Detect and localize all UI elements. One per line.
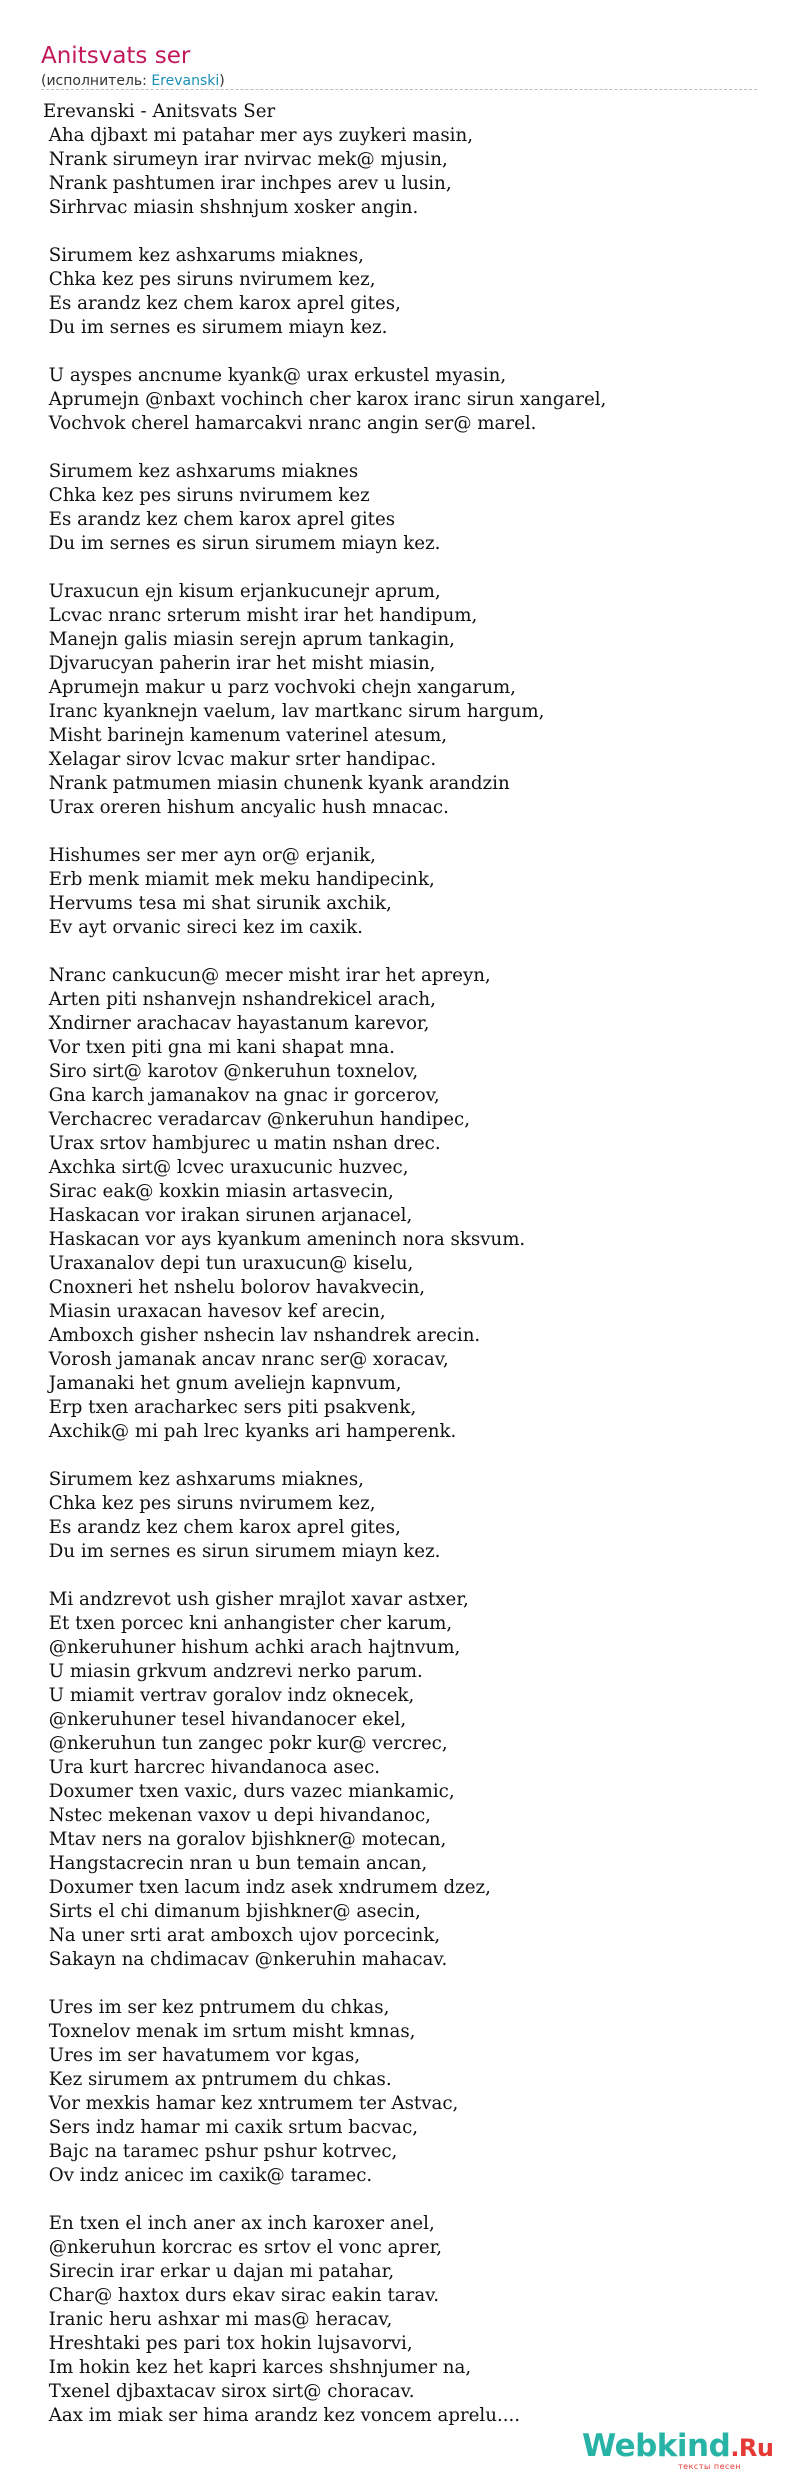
lyrics-line: Axchik@ mi pah lrec kyanks ari hamperenk. [43, 1421, 457, 1442]
lyrics-stanza-break [43, 820, 743, 844]
lyrics-line: Sakayn na chdimacav @nkeruhin mahacav. [43, 1949, 448, 1970]
lyrics-line: Ures im ser havatumem vor kgas, [43, 2045, 361, 2066]
lyrics-line: Haskacan vor irakan sirunen arjanacel, [43, 1205, 413, 1226]
lyrics-line: Xelagar sirov lcvac makur srter handipac. [43, 749, 437, 770]
lyrics-line: Mtav ners na goralov bjishkner@ motecan, [43, 1829, 447, 1850]
lyrics-line: Hreshtaki pes pari tox hokin lujsavorvi, [43, 2333, 413, 2354]
lyrics-line: Verchacrec veradarcav @nkeruhun handipec, [43, 1109, 471, 1130]
lyrics-line: @nkeruhun korcrac es srtov el vonc aprer, [43, 2237, 443, 2258]
lyrics-line: Vochvok cherel hamarcakvi nranc angin ser@ marel. [43, 413, 537, 434]
lyrics-line: Djvarucyan paherin irar het misht miasin, [43, 653, 436, 674]
lyrics-line: Nranc cankucun@ mecer misht irar het apreyn, [43, 965, 491, 986]
lyrics-line: Gna karch jamanakov na gnac ir gorcerov, [43, 1085, 440, 1106]
lyrics-line: Im hokin kez het kapri karces shshnjumer na, [43, 2357, 472, 2378]
lyrics-line: Doxumer txen lacum indz asek xndrumem dzez, [43, 1877, 491, 1898]
lyrics-line: Chka kez pes siruns nvirumem kez, [43, 1493, 376, 1514]
lyrics-line: Nrank pashtumen irar inchpes arev u lusin, [43, 173, 452, 194]
lyrics-line: Arten piti nshanvejn nshandrekicel arach, [43, 989, 436, 1010]
lyrics-line: Iranic heru ashxar mi mas@ heracav, [43, 2309, 393, 2330]
lyrics-line: @nkeruhuner tesel hivandanocer ekel, [43, 1709, 407, 1730]
logo-wordmark [582, 2429, 782, 2465]
lyrics-line: Nrank patmumen miasin chunenk kyank arandzin [43, 773, 510, 794]
lyrics-line: Erp txen aracharkec sers piti psakvenk, [43, 1397, 417, 1418]
lyrics-line: Chka kez pes siruns nvirumem kez [43, 485, 370, 506]
lyrics-line: Axchka sirt@ lcvec uraxucunic huzvec, [43, 1157, 409, 1178]
lyrics-line: Du im sernes es sirun sirumem miayn kez. [43, 1541, 441, 1562]
lyrics-line: Siro sirt@ karotov @nkeruhun toxnelov, [43, 1061, 419, 1082]
lyrics-line: Na uner srti arat amboxch ujov porcecink, [43, 1925, 441, 1946]
lyrics-line: Ures im ser kez pntrumem du chkas, [43, 1997, 390, 2018]
performer-line [41, 72, 757, 90]
webkind-logo[interactable] [582, 2429, 782, 2473]
lyrics-line: Ov indz anicec im caxik@ taramec. [43, 2165, 373, 2186]
lyrics-line: Manejn galis miasin serejn aprum tankagin, [43, 629, 455, 650]
lyrics-line: Uraxanalov depi tun uraxucun@ kiselu, [43, 1253, 414, 1274]
header-divider [41, 89, 757, 90]
lyrics-line: Erb menk miamit mek meku handipecink, [43, 869, 435, 890]
lyrics-line: Char@ haxtox durs ekav sirac eakin tarav. [43, 2285, 440, 2306]
logo-tagline: тексты песен [678, 2462, 742, 2471]
lyrics-line: Es arandz kez chem karox aprel gites [43, 509, 396, 530]
lyrics-line: Aprumejn makur u parz vochvoki chejn xangarum, [43, 677, 516, 698]
lyrics-line: Hangstacrecin nran u bun temain ancan, [43, 1853, 428, 1874]
lyrics-line: Du im sernes es sirun sirumem miayn kez. [43, 533, 441, 554]
lyrics-stanza-break [43, 1564, 743, 1588]
lyrics-line: Jamanaki het gnum aveliejn kapnvum, [43, 1373, 402, 1394]
lyrics-line: Aprumejn @nbaxt vochinch cher karox iranc sirun xangarel, [43, 389, 607, 410]
song-title: Anitsvats ser [41, 43, 191, 69]
lyrics-line: Erevanski - Anitsvats Ser [43, 101, 276, 122]
logo-tld: .Ru [730, 2434, 774, 2462]
performer-link[interactable]: Erevanski [151, 73, 220, 89]
lyrics-line: U miasin grkvum andzrevi nerko parum. [43, 1661, 423, 1682]
lyrics-stanza-break [43, 2188, 743, 2212]
logo-brand: Webkind [582, 2428, 731, 2464]
lyrics-line: Haskacan vor ays kyankum ameninch nora sksvum. [43, 1229, 526, 1250]
lyrics-line: Sirac eak@ koxkin miasin artasvecin, [43, 1181, 394, 1202]
lyrics-stanza-break [43, 1444, 743, 1468]
lyrics-line: U miamit vertrav goralov indz oknecek, [43, 1685, 415, 1706]
lyrics-line: @nkeruhuner hishum achki arach hajtnvum, [43, 1637, 461, 1658]
performer-suffix: ) [219, 73, 225, 89]
lyrics-stanza-break [43, 436, 743, 460]
lyrics-line: Lcvac nranc srterum misht irar het handipum, [43, 605, 478, 626]
lyrics-stanza-break [43, 1972, 743, 1996]
song-header [41, 42, 757, 90]
lyrics-line: @nkeruhun tun zangec pokr kur@ vercrec, [43, 1733, 448, 1754]
lyrics-line: Xndirner arachacav hayastanum karevor, [43, 1013, 430, 1034]
lyrics-line: Vor mexkis hamar kez xntrumem ter Astvac, [43, 2093, 459, 2114]
lyrics-line: Es arandz kez chem karox aprel gites, [43, 1517, 401, 1538]
lyrics-line: Urax oreren hishum ancyalic hush mnacac. [43, 797, 449, 818]
lyrics-line: Kez sirumem ax pntrumem du chkas. [43, 2069, 392, 2090]
lyrics-stanza-break [43, 556, 743, 580]
lyrics-line: Aax im miak ser hima arandz kez voncem aprelu.... [43, 2405, 521, 2426]
lyrics-line: Sirumem kez ashxarums miaknes [43, 461, 359, 482]
lyrics-stanza-break [43, 340, 743, 364]
lyrics-line: Misht barinejn kamenum vaterinel atesum, [43, 725, 448, 746]
lyrics-line: Chka kez pes siruns nvirumem kez, [43, 269, 376, 290]
lyrics-line: Doxumer txen vaxic, durs vazec miankamic, [43, 1781, 455, 1802]
lyrics-stanza-break [43, 220, 743, 244]
lyrics-line: Vor txen piti gna mi kani shapat mna. [43, 1037, 395, 1058]
lyrics-line: Sers indz hamar mi caxik srtum bacvac, [43, 2117, 419, 2138]
lyrics-line: Ev ayt orvanic sireci kez im caxik. [43, 917, 363, 938]
lyrics-line: Miasin uraxacan havesov kef arecin, [43, 1301, 386, 1322]
lyrics-line: Et txen porcec kni anhangister cher karum, [43, 1613, 453, 1634]
lyrics-line: Txenel djbaxtacav sirox sirt@ choracav. [43, 2381, 415, 2402]
lyrics-line: Mi andzrevot ush gisher mrajlot xavar astxer, [43, 1589, 469, 1610]
lyrics-line: U ayspes ancnume kyank@ urax erkustel myasin, [43, 365, 507, 386]
performer-prefix: (исполнитель: [41, 73, 152, 89]
lyrics-line: Hishumes ser mer ayn or@ erjanik, [43, 845, 376, 866]
lyrics-line: Ura kurt harcrec hivandanoca asec. [43, 1757, 381, 1778]
lyrics-line: Nrank sirumeyn irar nvirvac mek@ mjusin, [43, 149, 448, 170]
lyrics-line: Hervums tesa mi shat sirunik axchik, [43, 893, 392, 914]
lyrics-line: Vorosh jamanak ancav nranc ser@ xoracav, [43, 1349, 449, 1370]
lyrics-line: Sirhrvac miasin shshnjum xosker angin. [43, 197, 419, 218]
lyrics-line: Du im sernes es sirumem miayn kez. [43, 317, 388, 338]
lyrics-line: Amboxch gisher nshecin lav nshandrek arecin. [43, 1325, 481, 1346]
lyrics-text [43, 100, 743, 2428]
lyrics-line: Sirumem kez ashxarums miaknes, [43, 1469, 364, 1490]
lyrics-line: Toxnelov menak im srtum misht kmnas, [43, 2021, 416, 2042]
lyrics-line: Sirecin irar erkar u dajan mi patahar, [43, 2261, 395, 2282]
lyrics-line: Sirumem kez ashxarums miaknes, [43, 245, 364, 266]
lyrics-stanza-break [43, 940, 743, 964]
lyrics-line: Aha djbaxt mi patahar mer ays zuykeri masin, [43, 125, 473, 146]
lyrics-line: En txen el inch aner ax inch karoxer anel, [43, 2213, 435, 2234]
lyrics-line: Es arandz kez chem karox aprel gites, [43, 293, 401, 314]
lyrics-line: Bajc na taramec pshur pshur kotrvec, [43, 2141, 398, 2162]
lyrics-line: Cnoxneri het nshelu bolorov havakvecin, [43, 1277, 426, 1298]
lyrics-line: Urax srtov hambjurec u matin nshan drec. [43, 1133, 441, 1154]
lyrics-line: Sirts el chi dimanum bjishkner@ asecin, [43, 1901, 421, 1922]
lyrics-line: Iranc kyanknejn vaelum, lav martkanc sirum hargum, [43, 701, 545, 722]
lyrics-line: Nstec mekenan vaxov u depi hivandanoc, [43, 1805, 431, 1826]
lyrics-line: Uraxucun ejn kisum erjankucunejr aprum, [43, 581, 441, 602]
